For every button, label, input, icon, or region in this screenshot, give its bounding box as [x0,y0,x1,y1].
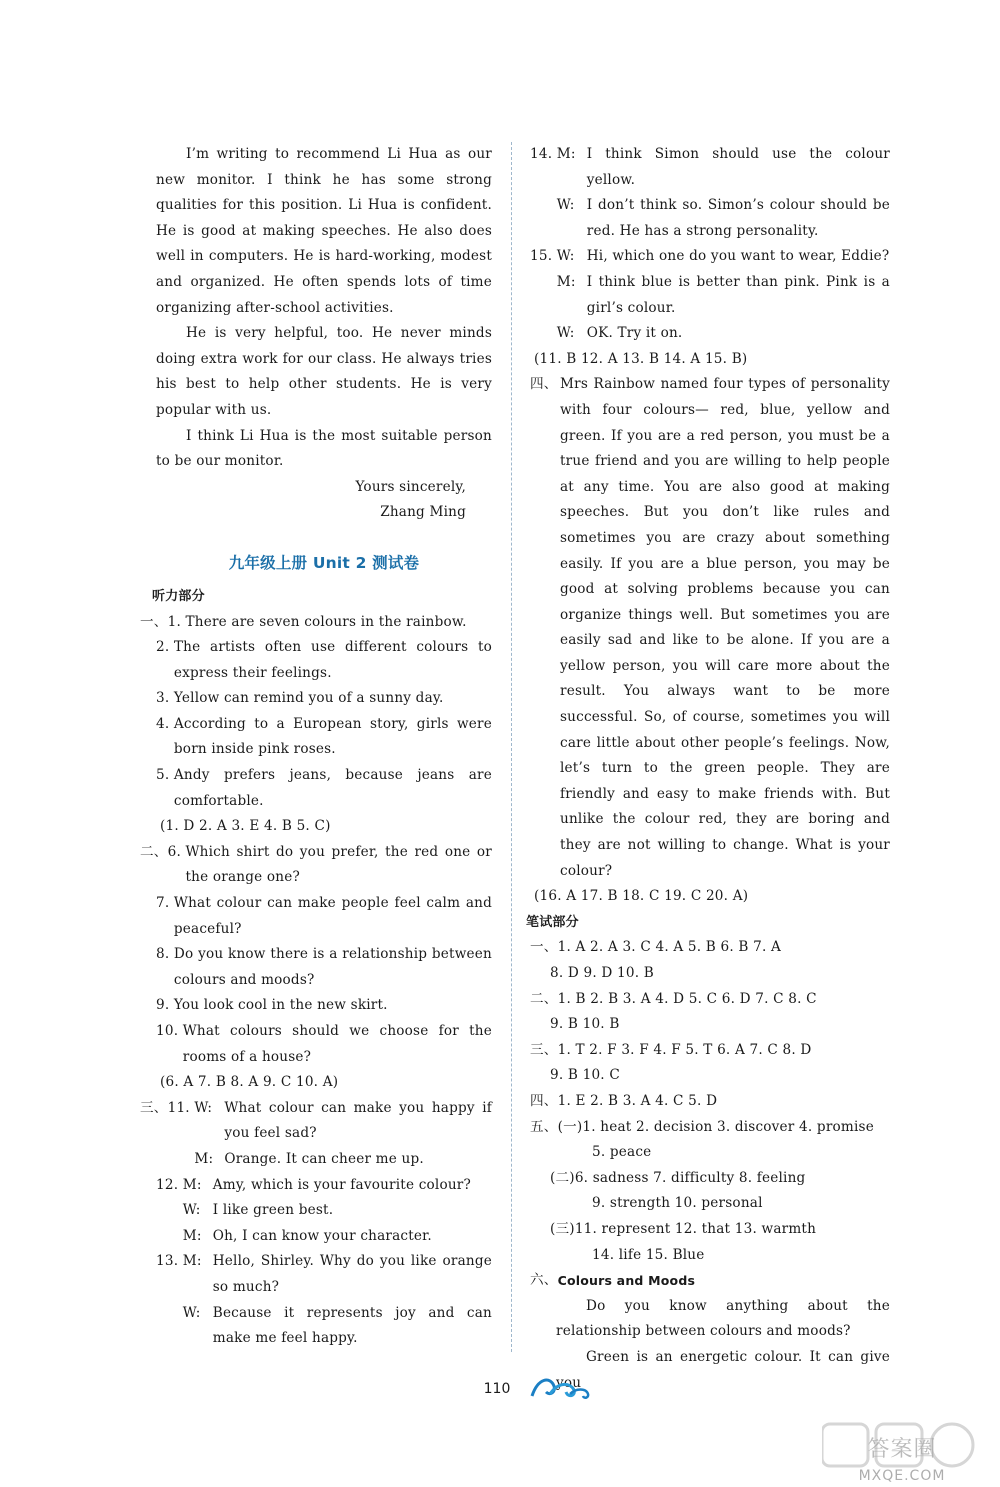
speaker: M: [182,1253,202,1270]
group-label: (三) [550,1220,575,1237]
speaker: W: [182,1202,201,1219]
list-item [156,686,492,712]
speaker: W: [182,1304,201,1321]
answer-key: (11. B 12. A 13. B 14. A 15. B) [534,350,748,367]
dialogue-line: I think blue is better than pink. Pink is a girl’s colour. [586,273,890,316]
dialogue-line: I don’t think so. Simon’s colour should be red. He has a strong personality. [586,197,890,239]
answer-line: 6. sadness 7. difficulty 8. feeling [574,1169,806,1186]
group-label: (一) [557,1118,583,1135]
speaker: W: [556,197,575,214]
item-number: 10. [156,1023,183,1039]
item-text: Do you know there is a relationship between colours and moods? [173,946,492,988]
dialogue [156,1249,492,1351]
dialogue-line: I think Simon should use the colour yellow. [586,146,890,188]
speaker: M: [556,273,576,290]
letter-closing: Yours sincerely, [355,478,466,495]
item-text: You look cool in the new skirt. [173,997,388,1014]
written-section-5 [530,1115,890,1269]
left-column [140,142,492,1352]
answer-line: 9. B 10. B [550,1016,620,1033]
list-item [156,712,492,763]
answer-line: 1. T 2. F 3. F 4. F 5. T 6. A 7. C 8. D [557,1041,812,1058]
answer-line: 9. B 10. C [550,1067,620,1084]
item-number: 8. [156,946,174,963]
item-number: 3. [156,690,174,707]
item-text: There are seven colours in the rainbow. [185,613,467,630]
answer-line: 1. heat 2. decision 3. discover 4. promise [582,1118,874,1135]
group-label: (二) [550,1169,575,1186]
item-number: 14. [530,146,557,162]
listening-section-3 [140,1096,492,1352]
dialogue [530,244,890,346]
section-label: 二、 [140,843,168,860]
dialogue-line: OK. Try it on. [586,325,683,342]
answer-line: 9. strength 10. personal [592,1195,763,1212]
listening-section-4 [530,372,890,884]
item-number: 15. [530,248,557,265]
speaker: M: [182,1176,202,1193]
dialogue [530,142,890,244]
essay-paragraph: Do you know anything about the relationship between colours and moods? [556,1297,890,1340]
item-number: 6. [167,843,186,860]
item-number: 9. [156,997,174,1014]
letter-paragraph-2: He is very helpful, too. He never minds doing extra work for our class. He always tries his best to help other students. He is very popular with us. [156,325,492,418]
item-number: 11. [167,1099,195,1116]
answer-key: (1. D 2. A 3. E 4. B 5. C) [160,818,331,835]
list-item [140,840,492,891]
dialogue-line: Hello, Shirley. Why do you like orange so much? [212,1253,492,1295]
speaker: M: [194,1150,214,1167]
dialogue-line: What colour can make you happy if you feel sad? [224,1099,492,1142]
answer-line: 11. represent 12. that 13. warmth [574,1220,817,1237]
section-label: 六、 [530,1272,558,1289]
speaker: W: [194,1099,213,1116]
item-text: According to a European story, girls were born inside pink roses. [173,715,492,758]
written-section-3 [530,1038,890,1089]
list-item [156,942,492,993]
item-text: Andy prefers jeans, because jeans are comfortable. [173,767,492,809]
essay-title: Colours and Moods [557,1273,696,1289]
item-number: 1. [167,613,186,630]
letter-signature: Zhang Ming [380,504,466,521]
section-label: 二、 [530,990,558,1007]
page-number: 110 [483,1381,511,1397]
wave-ornament-icon [528,1372,594,1402]
list-item [156,1019,492,1070]
listening-section-2 [140,840,492,1096]
list-item [140,610,492,636]
dialogue-line: Orange. It can cheer me up. [224,1150,424,1167]
speaker: W: [556,325,575,342]
right-column [526,142,890,1396]
section-label: 一、 [530,939,558,956]
written-heading: 笔试部分 [526,914,579,930]
answer-key: (16. A 17. B 18. C 19. C 20. A) [534,888,749,905]
item-number: 2. [156,639,174,656]
letter-paragraph-3: I think Li Hua is the most suitable person to be our monitor. [156,427,492,470]
answer-line: 1. A 2. A 3. C 4. A 5. B 6. B 7. A [557,939,782,956]
section-label: 一、 [140,613,168,630]
item-text: Yellow can remind you of a sunny day. [173,690,444,707]
speaker: M: [182,1227,202,1244]
written-section-1 [530,935,890,986]
item-number: 13. [156,1253,183,1270]
item-number: 4. [156,715,174,732]
answer-key: (6. A 7. B 8. A 9. C 10. A) [160,1074,339,1091]
answer-line: 1. E 2. B 3. A 4. C 5. D [557,1092,718,1109]
item-text: What colours should we choose for the rooms of a house? [182,1023,492,1065]
list-item [156,763,492,814]
written-section-4 [530,1089,890,1115]
section-label: 四、 [530,1092,558,1109]
item-text: Which shirt do you prefer, the red one or the orange one? [185,843,492,886]
watermark-url: MXQE.COM [858,1468,946,1484]
answer-line: 1. B 2. B 3. A 4. D 5. C 6. D 7. C 8. C [557,990,817,1007]
column-divider [511,142,512,1352]
dialogue-line: Because it represents joy and can make me feel happy. [212,1304,492,1347]
dialogue-line: Amy, which is your favourite colour? [212,1176,471,1193]
listening-heading: 听力部分 [152,588,205,604]
speaker: W: [556,248,575,265]
list-item [156,891,492,942]
dialogue-line: Oh, I can know your character. [212,1227,432,1244]
dialogue-line: I like green best. [212,1202,334,1219]
monologue-text: Mrs Rainbow named four types of personality with four colours— red, blue, yellow and green. If you are a red person, you must be a true friend and you are willing to help people at any time. You are also good at making speeches. But you don’t like rules and sometimes you are crazy about something easily. If you are a blue person, you may be good at solving problems because you can organize things well. But sometimes you are easily sad and like to be alone. If you are a yellow person, you will care more about the result. You always want to be more successful. So, of course, sometimes you will care little about other people’s feelings. Now, let’s turn to the green people. They are friendly and easy to make friends with. But unlike the colour red, they are boring and they are not willing to change. What is your colour? [560,376,890,879]
speaker: M: [556,146,576,162]
written-section-2 [530,987,890,1038]
test-title: 九年级上册 Unit 2 测试卷 [228,553,420,572]
dialogue-line: Hi, which one do you want to wear, Eddie? [586,248,890,265]
section-label: 三、 [140,1099,168,1116]
answer-line: 8. D 9. D 10. B [550,965,654,981]
dialogue [140,1096,492,1173]
list-item [156,635,492,686]
list-item [156,993,492,1019]
item-text: What colour can make people feel calm and peaceful? [173,895,492,937]
letter-paragraph-1: I’m writing to recommend Li Hua as our new monitor. I think he has some strong qualities for this position. Li Hua is confident. He is good at making speeches. He also does well in computers. He is hard-working, modest and organized. He often spends lots of time organizing after-school activities. [156,146,492,316]
section-label: 四、 [530,376,558,393]
watermark-text: 答案圈 [867,1437,937,1462]
section-label: 三、 [530,1041,558,1058]
item-number: 5. [156,767,174,784]
essay-paragraph: Green is an energetic colour. It can give you [556,1348,890,1391]
item-number: 12. [156,1176,183,1193]
answer-line: 5. peace [592,1144,652,1161]
dialogue [156,1173,492,1250]
answer-line: 14. life 15. Blue [592,1246,705,1263]
listening-section-1 [140,610,492,840]
section-label: 五、 [530,1118,558,1135]
item-text: The artists often use different colours to express their feelings. [173,639,492,681]
item-number: 7. [156,895,174,912]
